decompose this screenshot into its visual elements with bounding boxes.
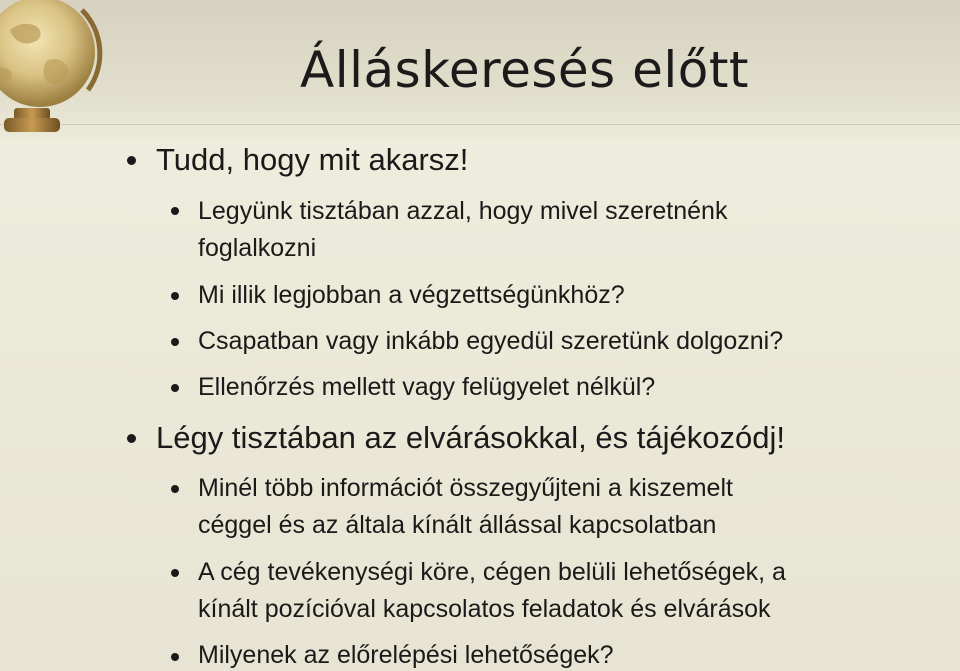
bullet-item: Tudd, hogy mit akarsz! bbox=[156, 142, 469, 177]
sub-bullet-item-continued: céggel és az általa kínált állással kapcsolatban bbox=[198, 511, 717, 539]
sub-bullet-item-continued: foglalkozni bbox=[198, 234, 317, 262]
sub-bullet-item: Minél több információt összegyűjteni a kiszemelt bbox=[198, 474, 733, 502]
sub-bullet-marker bbox=[171, 384, 179, 392]
sub-bullet-item: Mi illik legjobban a végzettségünkhöz? bbox=[198, 281, 625, 309]
sub-bullet-item: Csapatban vagy inkább egyedül szeretünk dolgozni? bbox=[198, 327, 784, 355]
sub-bullet-marker bbox=[171, 653, 179, 661]
sub-bullet-item: Legyünk tisztában azzal, hogy mivel szeretnénk bbox=[198, 197, 728, 225]
sub-bullet-marker bbox=[171, 569, 179, 577]
sub-bullet-marker bbox=[171, 485, 179, 493]
sub-bullet-item-continued: kínált pozícióval kapcsolatos feladatok és elvárások bbox=[198, 595, 771, 623]
sub-bullet-item: Milyenek az előrelépési lehetőségek? bbox=[198, 641, 614, 669]
sub-bullet-item: Ellenőrzés mellett vagy felügyelet nélkül? bbox=[198, 373, 656, 401]
slide-title: Álláskeresés előtt bbox=[300, 41, 750, 99]
sub-bullet-item: A cég tevékenységi köre, cégen belüli lehetőségek, a bbox=[198, 558, 786, 586]
sub-bullet-marker bbox=[171, 292, 179, 300]
bullet-marker bbox=[127, 434, 136, 443]
sub-bullet-marker bbox=[171, 338, 179, 346]
bullet-item: Légy tisztában az elvárásokkal, és tájékozódj! bbox=[156, 420, 785, 455]
sub-bullet-marker bbox=[171, 207, 179, 215]
bullet-marker bbox=[127, 156, 136, 165]
